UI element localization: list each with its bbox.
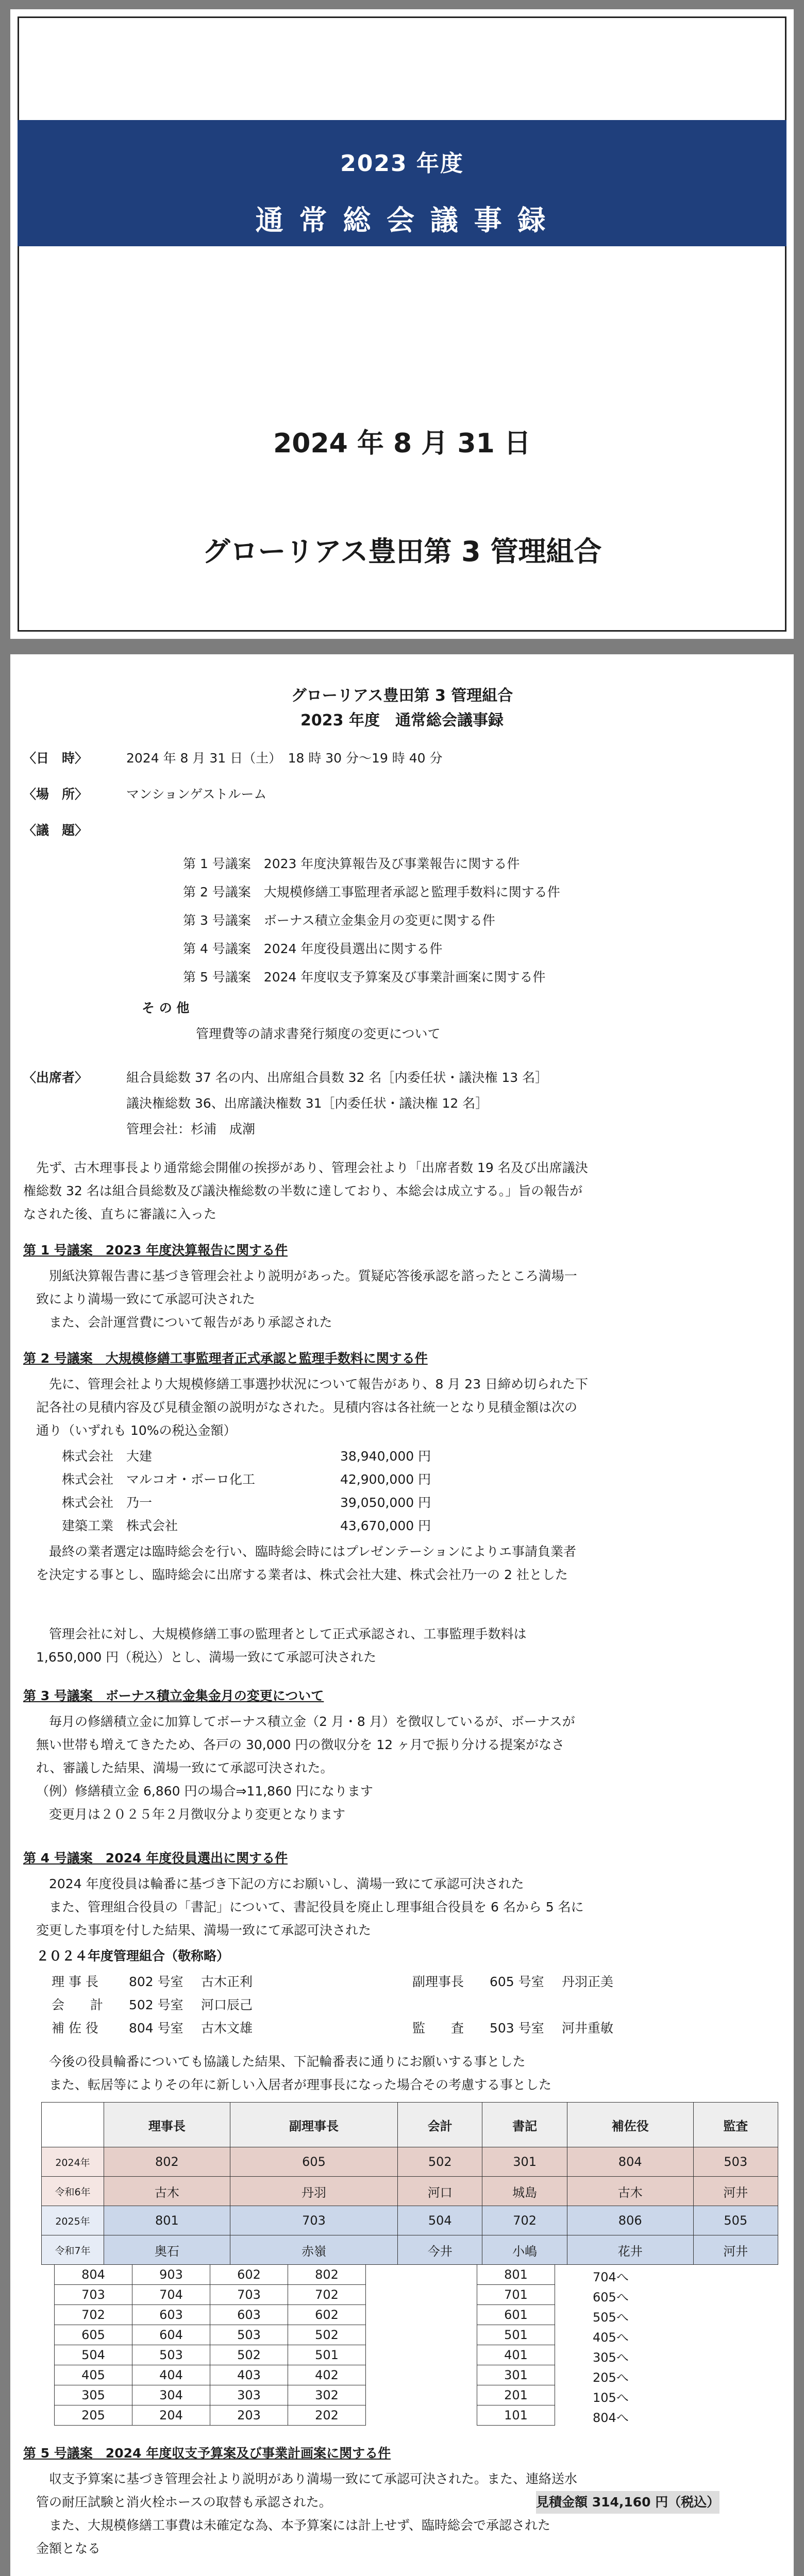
place-value: マンションゲストルーム <box>126 787 267 802</box>
rotation-room: 405 <box>55 2365 132 2385</box>
item5-line: また、大規模修繕工事費は未確定な為、本予算案には計上せず、臨時総会で承認された <box>36 2518 551 2533</box>
rotation-row <box>477 2325 555 2345</box>
item3-title: 第 3 号議案 ボーナス積立金集金月の変更について <box>23 1688 324 1703</box>
officer-name: 河井 <box>693 2235 778 2265</box>
rotation-room: 303 <box>210 2385 288 2405</box>
rotation-row <box>477 2345 555 2365</box>
item3-line: れ、審議した結果、満場一致にて承認可決された。 <box>36 1760 333 1775</box>
rotation-row <box>477 2265 555 2285</box>
roster-name: 古木文雄 <box>201 2021 253 2036</box>
intro-line: 先ず、古木理事長より通常総会開催の挨拶があり、管理会社より「出席者数 19 名及び出席議決 <box>23 1160 588 1175</box>
officer-header: 副理事長 <box>230 2103 397 2147</box>
rotation-room: 602 <box>210 2265 288 2285</box>
agenda-item: 第 3 号議案 ボーナス積立金集金月の変更に関する件 <box>183 913 495 928</box>
rotation-room: 305 <box>55 2385 132 2405</box>
rotation-row <box>55 2405 366 2426</box>
roster-name: 河井重敏 <box>562 2021 614 2036</box>
quote-company: 株式会社 マルコオ・ボーロ化工 <box>62 1472 256 1487</box>
rotation-room: 401 <box>477 2345 555 2365</box>
place-label: 〈場 所〉 <box>23 787 88 802</box>
rotation-room: 604 <box>132 2325 210 2345</box>
officer-row <box>42 2206 778 2235</box>
agenda-item: 第 5 号議案 2024 年度収支予算案及び事業計画案に関する件 <box>183 970 546 985</box>
roster-role: 副理事長 <box>412 1974 464 1989</box>
rotation-room: 402 <box>288 2365 366 2385</box>
cover-org: グローリアス豊田第 3 管理組合 <box>202 535 602 568</box>
roster-caption: ２０２４年度管理組合（敬称略） <box>36 1948 230 1963</box>
roster-room: 804 号室 <box>129 2021 183 2036</box>
officer-name: 丹羽 <box>230 2177 397 2206</box>
rotation-room: 404 <box>132 2365 210 2385</box>
officer-name: 花井 <box>567 2235 693 2265</box>
officer-room: 502 <box>398 2147 482 2177</box>
agenda-label: 〈議 題〉 <box>23 823 88 838</box>
officer-header: 監査 <box>693 2103 778 2147</box>
officer-header-row <box>42 2103 778 2147</box>
rotation-row <box>477 2365 555 2385</box>
rotation-row <box>477 2405 555 2426</box>
item2-line: 1,650,000 円（税込）とし、満場一致にて承認可決された <box>36 1650 377 1665</box>
item5-line: 収支予算案に基づき管理会社より説明があり満場一致にて承認可決された。また、連絡送水 <box>36 2471 578 2486</box>
officer-room: 503 <box>693 2147 778 2177</box>
rotation-room: 503 <box>210 2325 288 2345</box>
officer-header-blank <box>42 2103 104 2147</box>
officer-row <box>42 2147 778 2177</box>
roster-role: 監 査 <box>412 2021 464 2036</box>
officer-header: 理事長 <box>104 2103 230 2147</box>
item2-title: 第 2 号議案 大規模修繕工事監理者正式承認と監理手数料に関する件 <box>23 1351 428 1366</box>
rotation-room: 304 <box>132 2385 210 2405</box>
quote-amount: 38,940,000 円 <box>340 1449 431 1464</box>
officer-table <box>41 2102 778 2265</box>
roster-name: 古木正利 <box>201 1974 253 1989</box>
rotation-row <box>477 2285 555 2305</box>
rotation-row <box>55 2345 366 2365</box>
rotation-room: 503 <box>132 2345 210 2365</box>
rotation-row <box>477 2385 555 2405</box>
rotation-side-note: 205へ <box>593 2370 629 2385</box>
rotation-room: 203 <box>210 2405 288 2426</box>
quote-company: 建築工業 株式会社 <box>62 1518 178 1533</box>
agenda-item: 第 1 号議案 2023 年度決算報告及び事業報告に関する件 <box>183 856 520 871</box>
roster-room: 802 号室 <box>129 1974 183 1989</box>
other-label: そ の 他 <box>142 1001 190 1015</box>
roster-role: 補 佐 役 <box>52 2021 98 2036</box>
rotation-room: 704 <box>132 2285 210 2305</box>
rotation-room: 502 <box>210 2345 288 2365</box>
officer-year: 2025年 <box>42 2206 104 2235</box>
datetime-label: 〈日 時〉 <box>23 751 88 766</box>
roster-room: 502 号室 <box>129 1997 183 2012</box>
item4-line: 2024 年度役員は輪番に基づき下記の方にお願いし、満場一致にて承認可決された <box>36 1876 524 1891</box>
budget-highlight: 見積金額 314,160 円（税込） <box>536 2491 719 2514</box>
rotation-side-note: 505へ <box>593 2310 629 2325</box>
officer-name: 河井 <box>693 2177 778 2206</box>
rotation-room: 504 <box>55 2345 132 2365</box>
officer-room: 802 <box>104 2147 230 2177</box>
intro-line: 権総数 32 名は組合員総数及び議決権総数の半数に達しており、本総会は成立する。」旨の報告が <box>23 1183 583 1198</box>
officer-room: 703 <box>230 2206 397 2235</box>
rotation-room: 603 <box>132 2305 210 2325</box>
officer-name: 今井 <box>398 2235 482 2265</box>
quote-company: 株式会社 乃一 <box>62 1495 153 1510</box>
rotation-room: 603 <box>210 2305 288 2325</box>
attendees-line: 議決権総数 36、出席議決権数 31［内委任状・議決権 12 名］ <box>126 1096 489 1111</box>
item2-line: 最終の業者選定は臨時総会を行い、臨時総会時にはプレゼンテーションによりエ事請負業者 <box>36 1544 577 1559</box>
item2-line: を決定する事とし、臨時総会に出席する業者は、株式会社大建、株式会社乃一の 2 社とした <box>36 1567 568 1582</box>
officer-name: 赤嶺 <box>230 2235 397 2265</box>
officer-name: 古木 <box>567 2177 693 2206</box>
roster-room: 605 号室 <box>490 1974 544 1989</box>
rotation-side-note: 105へ <box>593 2391 629 2405</box>
rotation-room: 903 <box>132 2265 210 2285</box>
officer-name: 奥石 <box>104 2235 230 2265</box>
officer-name: 小嶋 <box>482 2235 567 2265</box>
item4-line: 変更した事項を付した結果、満場一致にて承認可決された <box>36 1923 372 1938</box>
rotation-side-note: 605へ <box>593 2290 629 2304</box>
agenda-item: 第 2 号議案 大規模修繕工事監理者承認と監理手数料に関する件 <box>183 885 560 900</box>
rotation-room: 601 <box>477 2305 555 2325</box>
officer-name: 河口 <box>398 2177 482 2206</box>
officer-year: 2024年 <box>42 2147 104 2177</box>
rotation-room: 703 <box>55 2285 132 2305</box>
item3-line: 無い世帯も増えてきたため、各戸の 30,000 円の徴収分を 12 ヶ月で振り分ける提案がなさ <box>36 1737 565 1752</box>
rotation-room: 701 <box>477 2285 555 2305</box>
quote-amount: 42,900,000 円 <box>340 1472 431 1487</box>
officer-term: 令和6年 <box>42 2177 104 2206</box>
item4-line: 今後の役員輪番についても協議した結果、下記輪番表に通りにお願いする事とした <box>36 2054 526 2069</box>
rotation-room: 703 <box>210 2285 288 2305</box>
item4-line: また、転居等によりその年に新しい入居者が理事長になった場合その考慮する事とした <box>36 2077 552 2092</box>
rotation-room: 602 <box>288 2305 366 2325</box>
rotation-room: 801 <box>477 2265 555 2285</box>
rotation-room: 702 <box>288 2285 366 2305</box>
rotation-row <box>477 2305 555 2325</box>
item1-line: また、会計運営費について報告があり承認された <box>36 1315 332 1330</box>
roster-role: 理 事 長 <box>52 1974 98 1989</box>
roster-room: 503 号室 <box>490 2021 544 2036</box>
item4-title: 第 4 号議案 2024 年度役員選出に関する件 <box>23 1851 288 1866</box>
item5-line: 金額となる <box>36 2541 101 2556</box>
officer-room: 301 <box>482 2147 567 2177</box>
officer-header: 補佐役 <box>567 2103 693 2147</box>
rotation-side-note: 405へ <box>593 2330 629 2345</box>
item5-line: 管の耐圧試験と消火栓ホースの取替も承認された。 <box>36 2495 332 2510</box>
roster-name: 河口辰己 <box>201 1997 253 2012</box>
item3-note: 変更月は２０２５年２月徴収分より変更となります <box>36 1807 346 1822</box>
rotation-room: 605 <box>55 2325 132 2345</box>
rotation-room: 201 <box>477 2385 555 2405</box>
cover-banner <box>18 120 786 246</box>
cover-page <box>10 9 794 639</box>
officer-room: 504 <box>398 2206 482 2235</box>
item2-line: 通り（いずれも 10%の税込金額） <box>36 1423 237 1438</box>
rotation-row <box>55 2305 366 2325</box>
rotation-row <box>55 2365 366 2385</box>
officer-room: 806 <box>567 2206 693 2235</box>
quote-company: 株式会社 大建 <box>62 1449 153 1464</box>
rotation-grid-left <box>54 2264 366 2426</box>
item3-example: （例）修繕積立金 6,860 円の場合⇒11,860 円になります <box>36 1784 373 1799</box>
rotation-room: 403 <box>210 2365 288 2385</box>
item1-title: 第 1 号議案 2023 年度決算報告に関する件 <box>23 1243 288 1258</box>
attendees-line: 組合員総数 37 名の内、出席組合員数 32 名［内委任状・議決権 13 名］ <box>126 1070 548 1085</box>
officer-room: 804 <box>567 2147 693 2177</box>
minutes-page-continued <box>10 654 794 2576</box>
rotation-room: 204 <box>132 2405 210 2426</box>
roster-name: 丹羽正美 <box>562 1974 614 1989</box>
item1-line: 致により満場一致にて承認可決された <box>36 1292 256 1307</box>
officer-room: 702 <box>482 2206 567 2235</box>
officer-row <box>42 2177 778 2206</box>
rotation-side-note: 704へ <box>593 2270 629 2284</box>
item1-line: 別紙決算報告書に基づき管理会社より説明があった。質疑応答後承認を諮ったところ満場一 <box>36 1268 577 1283</box>
doc-org: グローリアス豊田第 3 管理組合 <box>291 687 513 705</box>
officer-room: 605 <box>230 2147 397 2177</box>
quote-amount: 39,050,000 円 <box>340 1495 431 1510</box>
datetime-value: 2024 年 8 月 31 日（土） 18 時 30 分～19 時 40 分 <box>126 751 443 766</box>
officer-term: 令和7年 <box>42 2235 104 2265</box>
rotation-grid-right <box>477 2264 555 2426</box>
cover-date: 2024 年 8 月 31 日 <box>273 428 531 459</box>
rotation-room: 205 <box>55 2405 132 2426</box>
rotation-room: 501 <box>477 2325 555 2345</box>
attendees-line: 管理会社：杉浦 成潮 <box>126 1122 256 1137</box>
rotation-row <box>55 2385 366 2405</box>
doc-title: 2023 年度 通常総会議事録 <box>300 711 504 730</box>
attendees-label: 〈出席者〉 <box>23 1070 88 1085</box>
item5-title: 第 5 号議案 2024 年度収支予算案及び事業計画案に関する件 <box>23 2446 391 2461</box>
rotation-room: 702 <box>55 2305 132 2325</box>
cover-year: 2023 年度 <box>340 150 464 177</box>
other-item: 管理費等の請求書発行頻度の変更について <box>196 1026 441 1041</box>
rotation-room: 302 <box>288 2385 366 2405</box>
rotation-row <box>55 2325 366 2345</box>
agenda-item: 第 4 号議案 2024 年度役員選出に関する件 <box>183 941 443 956</box>
officer-header: 書記 <box>482 2103 567 2147</box>
item2-line: 記各社の見積内容及び見積金額の説明がなされた。見積内容は各社統一となり見積金額は次の <box>36 1400 578 1415</box>
officer-name: 城島 <box>482 2177 567 2206</box>
intro-line: なされた後、直ちに審議に入った <box>23 1207 217 1222</box>
rotation-room: 101 <box>477 2405 555 2426</box>
rotation-room: 502 <box>288 2325 366 2345</box>
item2-line: 先に、管理会社より大規模修繕工事選抄状況について報告があり、8 月 23 日締め切られた下 <box>36 1377 589 1392</box>
cover-title: 通 常 総 会 議 事 録 <box>255 204 549 236</box>
officer-room: 801 <box>104 2206 230 2235</box>
roster-role: 会 計 <box>52 1997 104 2012</box>
officer-room: 505 <box>693 2206 778 2235</box>
rotation-side-note: 804へ <box>593 2411 629 2425</box>
rotation-side-note: 305へ <box>593 2350 629 2365</box>
officer-row <box>42 2235 778 2265</box>
rotation-room: 501 <box>288 2345 366 2365</box>
rotation-room: 802 <box>288 2265 366 2285</box>
rotation-room: 202 <box>288 2405 366 2426</box>
item3-line: 毎月の修繕積立金に加算してボーナス積立金（2 月・8 月）を徴収しているが、ボーナスが <box>36 1714 575 1729</box>
officer-header: 会計 <box>398 2103 482 2147</box>
rotation-row <box>55 2265 366 2285</box>
item4-line: また、管理組合役員の「書記」について、書記役員を廃止し理事組合役員を 6 名から 5 名に <box>36 1900 584 1914</box>
item2-line: 管理会社に対し、大規模修繕工事の監理者として正式承認され、工事監理手数料は <box>36 1626 527 1641</box>
rotation-room: 301 <box>477 2365 555 2385</box>
rotation-row <box>55 2285 366 2305</box>
officer-name: 古木 <box>104 2177 230 2206</box>
quote-amount: 43,670,000 円 <box>340 1518 431 1533</box>
rotation-room: 804 <box>55 2265 132 2285</box>
